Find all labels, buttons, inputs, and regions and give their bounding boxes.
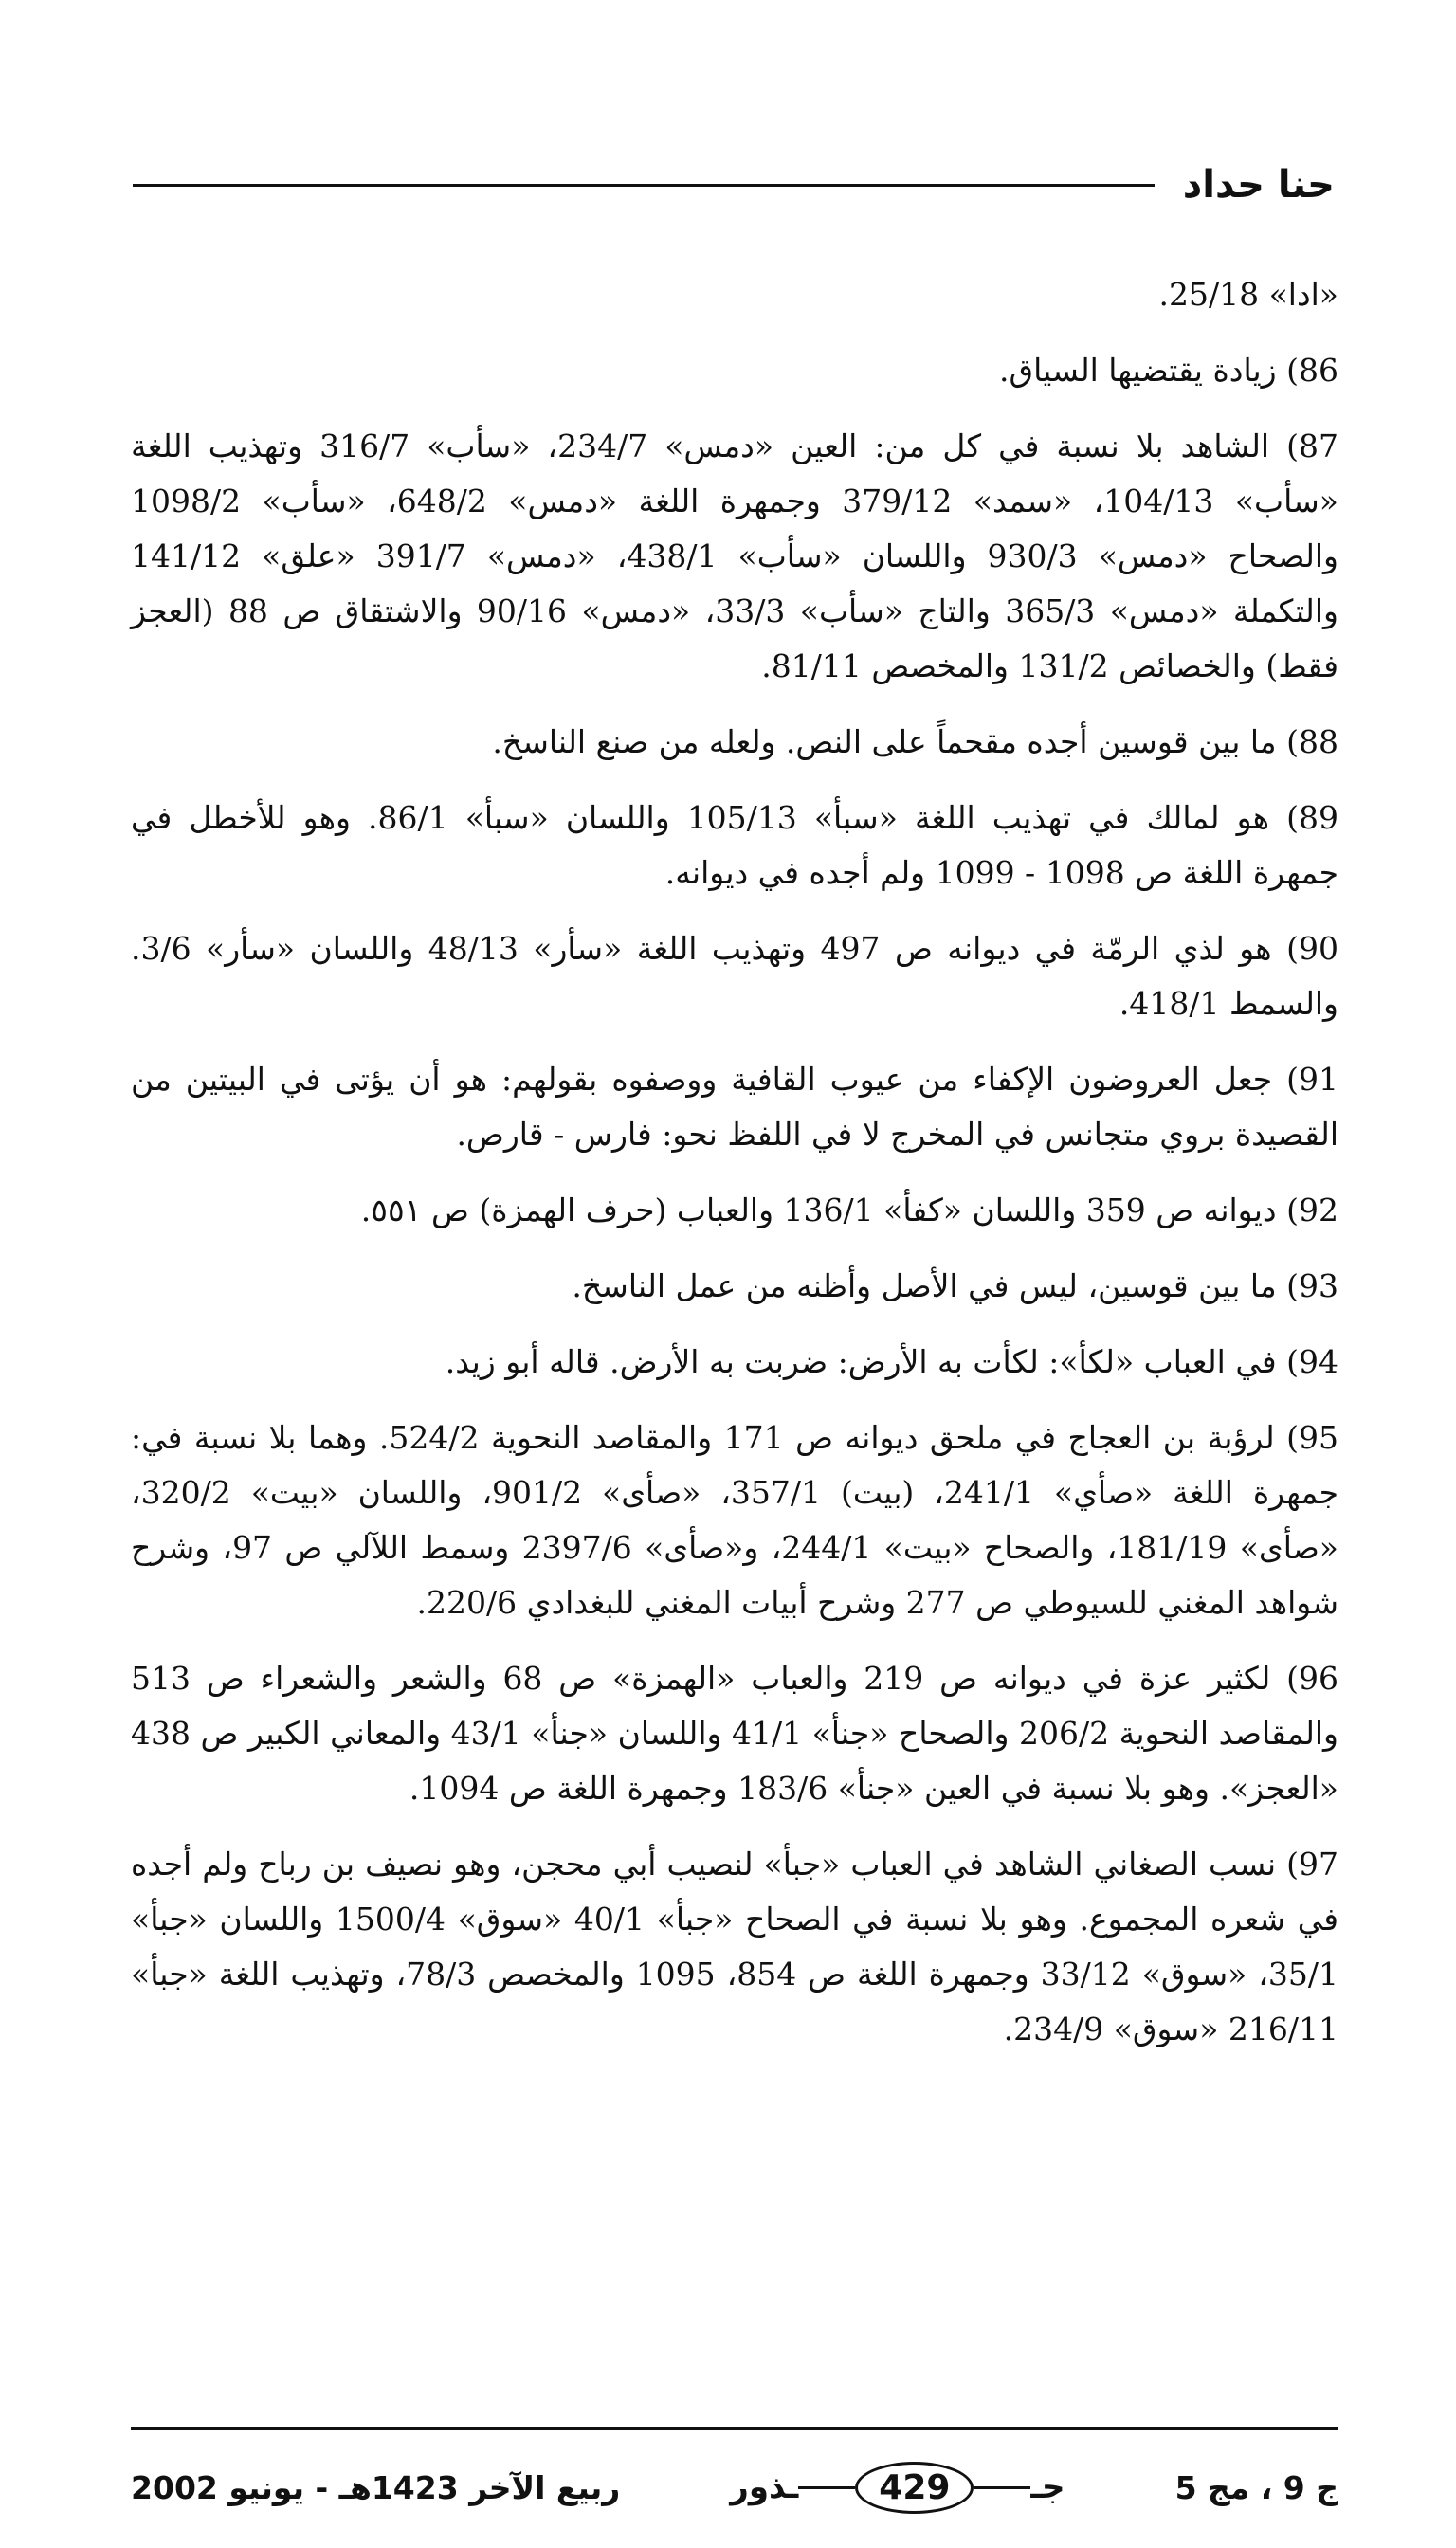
footnote-number: 91) <box>1286 1061 1338 1098</box>
footnote <box>131 1335 1338 1390</box>
footer-journal-left: ـذور <box>730 2468 799 2506</box>
footnote <box>131 1259 1338 1314</box>
footnote-text: «ادا» 25/18. <box>1158 276 1338 313</box>
footnote-number: 90) <box>1286 930 1339 967</box>
footer-journal-mark <box>730 2462 1065 2514</box>
footnote <box>131 791 1338 901</box>
footnote <box>131 1410 1338 1630</box>
footnote <box>131 1837 1338 2057</box>
footnote-number: 97) <box>1286 1846 1339 1883</box>
footnote-text: في العباب «لكأ»: لكأت به الأرض: ضربت به الأرض. قاله أبو زيد. <box>445 1343 1277 1380</box>
footer-line-left <box>798 2486 855 2489</box>
footnote-text: نسب الصغاني الشاهد في العباب «جبأ» لنصيب أبي محجن، وهو نصيف بن رباح ولم أجده في شعره المجموع. وهو بلا نسبة في الصحاح «جبأ» 40/1 «سوق» 1500/4 واللسان «جبأ» 35/1، «سوق» 33/12 وجمهرة اللغة ص 854، 1095 والمخصص 78/3، وتهذيب اللغة «جبأ» 216/11 «سوق» 234/9. <box>131 1846 1339 2048</box>
footnote-text: ما بين قوسين أجده مقحماً على النص. ولعله من صنع الناسخ. <box>492 723 1277 760</box>
footnote <box>131 921 1338 1031</box>
footnote-number: 95) <box>1286 1419 1338 1456</box>
header-rule <box>133 184 1155 187</box>
footer-line-right <box>974 2486 1030 2489</box>
footnote-text: هو لمالك في تهذيب اللغة «سبأ» 105/13 واللسان «سبأ» 86/1. وهو للأخطل في جمهرة اللغة ص 1098 - 1099 ولم أجده في ديوانه. <box>131 799 1338 891</box>
page-number: 429 <box>855 2462 974 2514</box>
footnote <box>131 1052 1338 1162</box>
footnote <box>131 267 1338 322</box>
footnote-text: الشاهد بلا نسبة في كل من: العين «دمس» 234/7، «سأب» 316/7 وتهذيب اللغة «سأب» 104/13، «سمد» 379/12 وجمهرة اللغة «دمس» 648/2، «سأب» 1098/2 والصحاح «دمس» 930/3 واللسان «سأب» 438/1، «دمس» 391/7 «علق» 141/12 والتكملة «دمس» 365/3 والتاج «سأب» 33/3، «دمس» 90/16 والاشتقاق ص 88 (العجز فقط) والخصائص 131/2 والمخصص 81/11. <box>131 428 1338 684</box>
footnote-number: 93) <box>1286 1267 1338 1304</box>
footnote <box>131 1651 1338 1816</box>
footnote-text: جعل العروضون الإكفاء من عيوب القافية ووصفوه بقولهم: هو أن يؤتى في البيتين من القصيدة بروي متجانس في المخرج لا في اللفظ نحو: فارس - قارص. <box>131 1061 1338 1153</box>
footer-issue: ج 9 ، مج 5 <box>1174 2468 1338 2506</box>
header-author: حنا حداد <box>1182 163 1335 207</box>
footnote-text: هو لذي الرمّة في ديوانه ص 497 وتهذيب اللغة «سأر» 48/13 واللسان «سأر» 3/6. والسمط 418/1. <box>131 930 1338 1022</box>
footnote-text: ما بين قوسين، ليس في الأصل وأظنه من عمل الناسخ. <box>572 1267 1277 1304</box>
footnote-text: لكثير عزة في ديوانه ص 219 والعباب «الهمزة» ص 68 والشعر والشعراء ص 513 والمقاصد النحوية 206/2 والصحاح «جنأ» 41/1 واللسان «جنأ» 43/1 والمعاني الكبير ص 438 «العجز». وهو بلا نسبة في العين «جنأ» 183/6 وجمهرة اللغة ص 1094. <box>131 1660 1338 1807</box>
footnote-number: 87) <box>1286 428 1338 464</box>
page-footer <box>131 2449 1338 2525</box>
footnote-number: 92) <box>1286 1192 1338 1228</box>
footnote-number: 96) <box>1286 1660 1338 1697</box>
footer-date: ربيع الآخر 1423هـ - يونيو 2002 <box>131 2468 621 2506</box>
footnote-text: زيادة يقتضيها السياق. <box>999 352 1277 389</box>
footnote-text: لرؤبة بن العجاج في ملحق ديوانه ص 171 والمقاصد النحوية 524/2. وهما بلا نسبة في: جمهرة اللغة «صأي» 241/1، (بيت) 357/1، «صأى» 901/2، واللسان «بيت» 320/2، «صأى» 181/19، والصحاح «بيت» 244/1، و«صأى» 2397/6 وسمط اللآلي ص 97، وشرح شواهد المغني للسيوطي ص 277 وشرح أبيات المغني للبغدادي 220/6. <box>131 1419 1338 1621</box>
footnote-number: 94) <box>1286 1343 1338 1380</box>
footnote <box>131 715 1338 770</box>
footnote-number: 89) <box>1286 799 1338 836</box>
footnote-text: ديوانه ص 359 واللسان «كفأ» 136/1 والعباب (حرف الهمزة) ص ٥٥١. <box>360 1192 1277 1228</box>
footnote <box>131 419 1338 694</box>
page-header <box>133 152 1335 218</box>
footnote <box>131 343 1338 398</box>
footnote-number: 86) <box>1286 352 1338 389</box>
footnote <box>131 1183 1338 1238</box>
footnotes <box>131 267 1338 2078</box>
footer-journal-right: جـ <box>1030 2468 1065 2506</box>
footnote-number: 88) <box>1286 723 1338 760</box>
footer-rule <box>131 2427 1338 2430</box>
